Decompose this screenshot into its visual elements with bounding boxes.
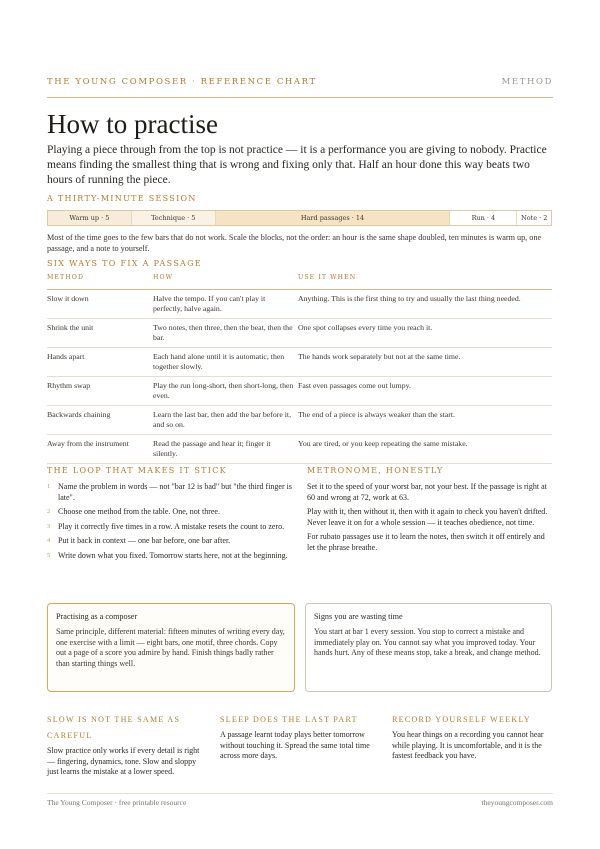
when-cell: Anything. This is the first thing to try and usually the last thing needed. [298, 290, 552, 319]
session-block: Warm up · 5 [48, 211, 132, 225]
methods-heading: SIX WAYS TO FIX A PASSAGE [47, 259, 202, 268]
when-cell: You are tired, or you keep repeating the same mistake. [298, 435, 552, 464]
step-text: Play it correctly five times in a row. A mistake resets the count to zero. [58, 521, 285, 531]
header-divider [47, 97, 553, 98]
list-item [47, 482, 295, 503]
header-category: METHOD [501, 77, 553, 87]
step-number: 2 [47, 508, 51, 515]
table-row [47, 435, 552, 464]
method-cell: Shrink the unit [47, 319, 153, 348]
tip-body: You hear things on a recording you cannot hear while playing. It is uncomfortable, and it is the fastest feedback you have. [392, 730, 544, 760]
column-header-when: USE IT WHEN [298, 272, 552, 290]
methods-table-header [47, 272, 552, 290]
step-number: 5 [47, 551, 51, 559]
list-item [47, 522, 295, 533]
how-cell: Halve the tempo. If you can't play it perfectly, halve again. [153, 290, 298, 319]
when-cell: The hands work separately but not at the same time. [298, 348, 552, 377]
tip-slow-careful [47, 712, 207, 778]
tip-heading-continued: CAREFUL [47, 731, 93, 740]
tip-heading: SLEEP DOES THE LAST PART [220, 715, 358, 724]
footer-website-link[interactable]: theyoungcomposer.com [481, 798, 553, 807]
page-footer [47, 798, 553, 807]
tip-sleep [220, 712, 380, 762]
step-text: Put it back in context — one bar before, one bar after. [58, 536, 231, 545]
methods-table [47, 272, 552, 464]
metronome-paragraph: For rubato passages use it to learn the notes, then switch it off entirely and let the phrase breathe. [307, 532, 545, 552]
session-caption: Most of the time goes to the few bars that do not work. Scale the blocks, not the order: an hour is the same shape doubled, ten minutes is warm up, one passage, and a note to yourself. [47, 233, 542, 253]
when-cell: One spot collapses every time you reach it. [298, 319, 552, 348]
page-title: How to practise [47, 109, 218, 139]
step-number: 3 [47, 522, 51, 530]
when-cell: The end of a piece is always weaker than the start. [298, 406, 552, 435]
session-block: Run · 4 [450, 211, 517, 225]
tip-record [392, 712, 552, 762]
session-block: Hard passages · 14 [216, 211, 451, 225]
step-number: 4 [47, 537, 51, 544]
step-text: Write down what you fixed. Tomorrow starts here, not at the beginning. [58, 550, 288, 560]
loop-heading: THE LOOP THAT MAKES IT STICK [47, 466, 227, 475]
composer-callout [47, 603, 295, 692]
method-cell: Away from the instrument [47, 435, 153, 464]
page-header [47, 77, 553, 87]
tip-body: A passage learnt today plays better tomorrow without touching it. Spread the same total time across more days. [220, 730, 370, 760]
table-row [47, 348, 552, 377]
how-cell: Play the run long-short, then short-long, then even. [153, 377, 298, 406]
footer-source: The Young Composer · free printable resource [47, 798, 187, 807]
column-header-method: METHOD [47, 272, 153, 290]
how-cell: Learn the last bar, then add the bar before it, and so on. [153, 406, 298, 435]
table-row [47, 406, 552, 435]
list-item [47, 507, 295, 518]
column-header-how: HOW [153, 272, 298, 290]
when-cell: Fast even passages come out lumpy. [298, 377, 552, 406]
session-block: Note · 2 [517, 211, 551, 225]
table-row [47, 290, 552, 319]
step-text: Name the problem in words — not "bar 12 is bad" but "the third finger is late". [58, 482, 292, 502]
method-cell: Hands apart [47, 348, 153, 377]
how-cell: Two notes, then three, then the beat, then the bar. [153, 319, 298, 348]
signs-callout [305, 603, 552, 692]
intro-paragraph: Playing a piece through from the top is not practice — it is a performance you are giving to nobody. Practice means finding the smallest thing that is wrong and fixing only that. Half an hour done this way beats two hours of running the piece. [47, 144, 547, 186]
method-cell: Rhythm swap [47, 377, 153, 406]
tip-heading: SLOW IS NOT THE SAME AS [47, 715, 181, 724]
loop-steps [47, 482, 295, 565]
list-item [47, 536, 295, 547]
tip-heading: RECORD YOURSELF WEEKLY [392, 715, 531, 724]
footer-divider [47, 793, 553, 794]
method-cell: Slow it down [47, 290, 153, 319]
composer-callout-title: Practising as a composer [56, 612, 138, 621]
step-number: 1 [47, 483, 51, 490]
list-item [47, 551, 295, 562]
session-timeline [47, 210, 552, 226]
method-cell: Backwards chaining [47, 406, 153, 435]
signs-callout-body: You start at bar 1 every session. You stop to correct a mistake and immediately play on. You cannot say what you improved today. Your hands hurt. Any of these means stop, take a break, and change method. [314, 626, 541, 658]
how-cell: Read the passage and hear it; finger it silently. [153, 435, 298, 464]
metronome-text [307, 482, 552, 557]
metronome-paragraph: Play with it, then without it, then with it again to check you haven't drifted. Never leave it on for a whole session — it teaches obedience, not time. [307, 507, 548, 527]
table-row [47, 319, 552, 348]
session-heading: A THIRTY-MINUTE SESSION [47, 194, 197, 203]
composer-callout-body: Same principle, different material: fifteen minutes of writing every day, one exercise with a limit — eight bars, one motif, three chords. Copy out a page of a score you admire by hand. Finish things badly rather than starting things well. [56, 626, 285, 669]
signs-callout-title: Signs you are wasting time [314, 612, 403, 621]
header-title: THE YOUNG COMPOSER · REFERENCE CHART [47, 77, 317, 87]
step-text: Choose one method from the table. One, not three. [58, 507, 220, 516]
how-cell: Each hand alone until it is automatic, then together slowly. [153, 348, 298, 377]
metronome-paragraph: Set it to the speed of your worst bar, not your best. If the passage is right at 60 and wrong at 72, work at 63. [307, 482, 547, 502]
metronome-heading: METRONOME, HONESTLY [307, 466, 444, 475]
table-row [47, 377, 552, 406]
session-block: Technique · 5 [132, 211, 216, 225]
tip-body: Slow practice only works if every detail is right — fingering, dynamics, tone. Slow and sloppy just learns the mistake at a lower speed. [47, 746, 200, 776]
